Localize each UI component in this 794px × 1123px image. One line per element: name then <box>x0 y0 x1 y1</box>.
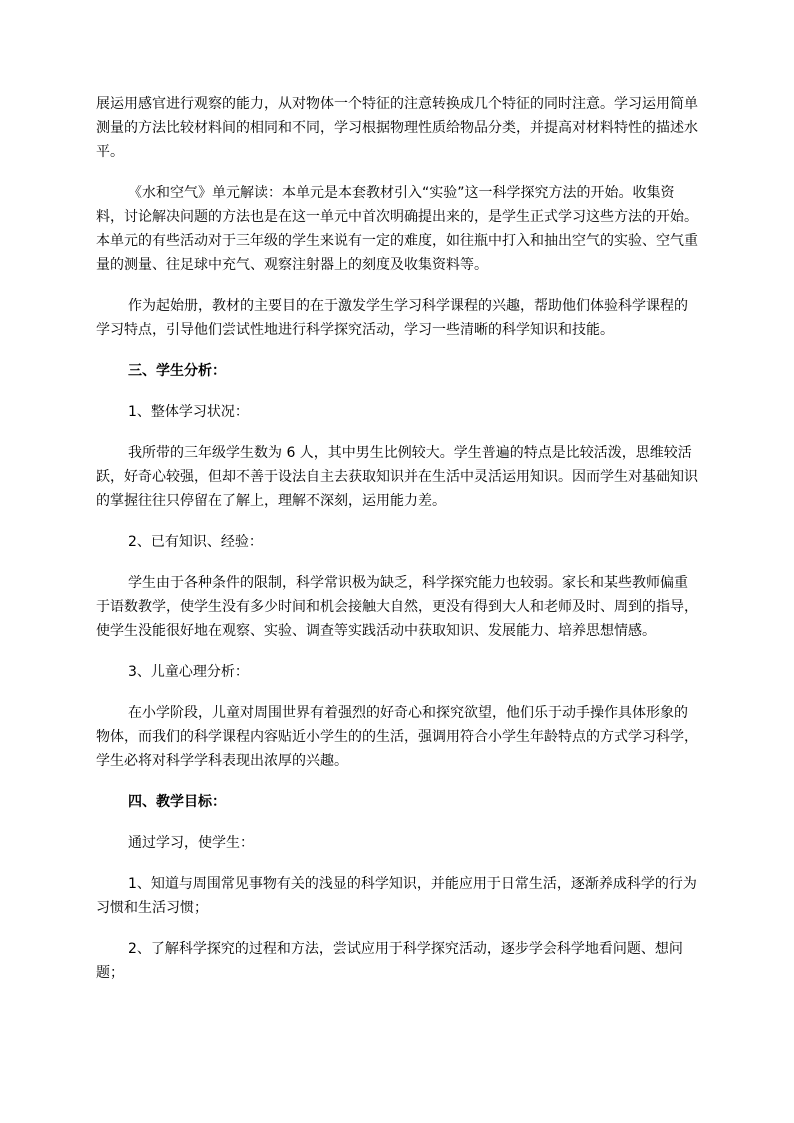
paragraph-observation: 展运用感官进行观察的能力，从对物体一个特征的注意转换成几个特征的同时注意。学习运用简单测量的方法比较材料间的相同和不同，学习根据物理性质给物品分类，并提高对材料特性的描述水平。 <box>96 96 698 160</box>
section-heading-student-analysis: 三、学生分析： <box>128 363 226 379</box>
subheading-prior-knowledge: 2、已有知识、经验： <box>128 534 263 550</box>
subheading-child-psychology: 3、儿童心理分析： <box>128 664 249 680</box>
paragraph-goal-1: 1、知道与周围常见事物有关的浅显的科学知识，并能应用于日常生活，逐渐养成科学的行为习惯和生活习惯； <box>96 876 697 916</box>
paragraph-prior-knowledge: 学生由于各种条件的限制，科学常识极为缺乏，科学探究能力也较弱。家长和某些教师偏重于语数教学，使学生没有多少时间和机会接触大自然，更没有得到大人和老师及时、周到的指导，使学生没能很好地在观察、实验、调查等实践活动中获取知识、发展能力、培养思想情感。 <box>96 575 698 639</box>
paragraph-starting-volume: 作为起始册，教材的主要目的在于激发学生学习科学课程的兴趣，帮助他们体验科学课程的学习特点，引导他们尝试性地进行科学探究活动，学习一些清晰的科学知识和技能。 <box>96 298 688 338</box>
paragraph-child-psychology: 在小学阶段，儿童对周围世界有着强烈的好奇心和探究欲望，他们乐于动手操作具体形象的物体，而我们的科学课程内容贴近小学生的的生活，强调用符合小学生年龄特点的方式学习科学，学生必将对科学学科表现出浓厚的兴趣。 <box>96 705 698 769</box>
paragraph-overall-learning: 我所带的三年级学生数为 6 人，其中男生比例较大。学生普遍的特点是比较活泼，思维较活跃，好奇心较强，但却不善于设法自主去获取知识并在生活中灵活运用知识。因而学生对基础知识的掌握往往只停留在了解上，理解不深刻，运用能力差。 <box>96 445 698 509</box>
section-heading-teaching-goals: 四、教学目标： <box>128 794 226 810</box>
paragraph-goal-2: 2、了解科学探究的过程和方法，尝试应用于科学探究活动，逐步学会科学地看问题、想问题； <box>96 941 683 981</box>
paragraph-water-air-unit: 《水和空气》单元解读：本单元是本套教材引入“实验”这一科学探究方法的开始。收集资料，讨论解决问题的方法也是在这一单元中首次明确提出来的，是学生正式学习这些方法的开始。本单元的有些活动对于三年级的学生来说有一定的难度，如往瓶中打入和抽出空气的实验、空气重量的测量、往足球中充气、观察注射器上的刻度及收集资料等。 <box>96 185 698 273</box>
subheading-overall-learning: 1、整体学习状况： <box>128 404 249 420</box>
paragraph-goals-intro: 通过学习，使学生： <box>128 835 254 851</box>
document-page <box>96 92 700 1002</box>
